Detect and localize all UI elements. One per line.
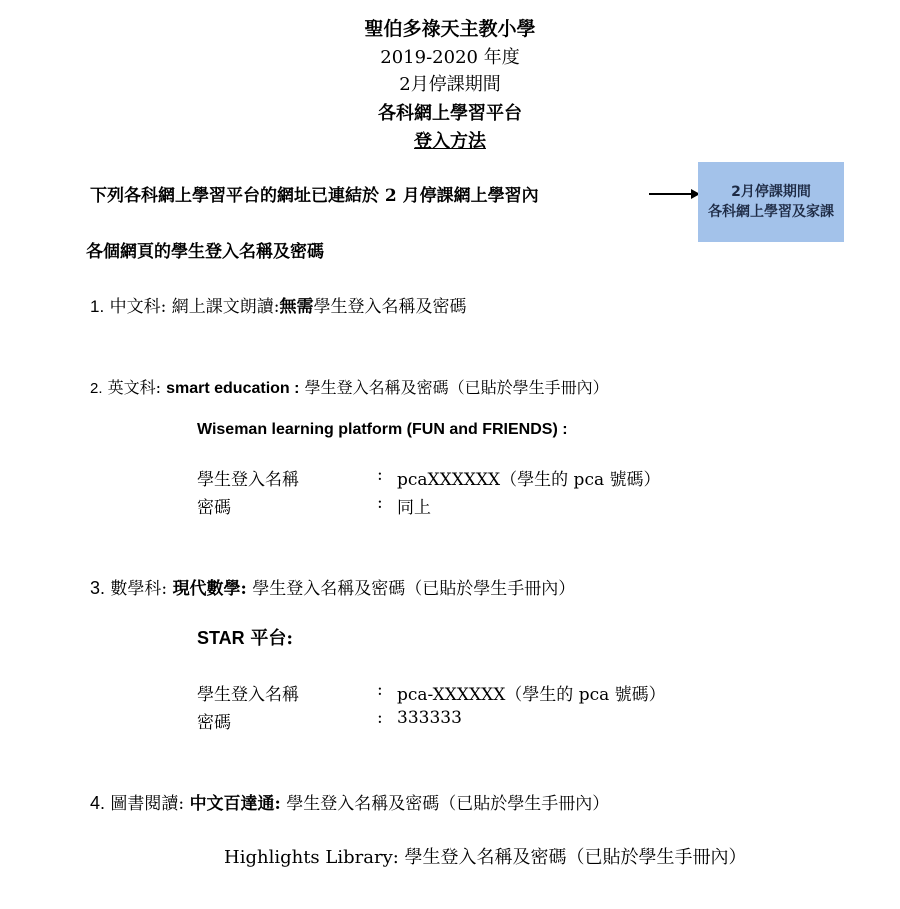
box-line-1: 2月停課期間 xyxy=(731,184,811,200)
star-label: STAR xyxy=(197,628,245,648)
colon: : xyxy=(377,465,383,485)
item-subject: 圖書閱讀: xyxy=(110,794,185,814)
colon: : xyxy=(377,493,383,513)
login-method-title: 登入方法 xyxy=(414,131,486,152)
section-heading: 各個網頁的學生登入名稱及密碼 xyxy=(86,242,324,262)
homework-link-box xyxy=(698,162,844,242)
english-platform-2: Wiseman learning platform (FUN and FRIENDS) : xyxy=(197,421,568,438)
highlights-label: Highlights Library: xyxy=(224,847,399,868)
intro-text: 下列各科網上學習平台的網址已連結於 2 月停課網上學習內 xyxy=(90,186,539,206)
item-subject: 中文科: xyxy=(109,297,167,317)
password-label: 密碼 xyxy=(197,498,231,518)
item-note: 學生登入名稱及密碼（已貼於學生手冊內） xyxy=(304,378,609,397)
item-number: 3. xyxy=(90,578,106,598)
item-number: 4. xyxy=(90,793,106,813)
item-platform: 中文百達通: xyxy=(189,794,281,814)
math-platform-2 xyxy=(197,624,293,650)
login-label: 學生登入名稱 xyxy=(197,685,299,705)
item-note: 學生登入名稱及密碼（已貼於學生手冊內） xyxy=(286,794,610,814)
password-value: 333333 xyxy=(397,708,462,728)
colon: : xyxy=(377,708,383,728)
login-value: pca-XXXXXX（學生的 pca 號碼） xyxy=(397,685,666,705)
item-english xyxy=(90,375,609,398)
item-subject: 數學科: xyxy=(110,579,168,599)
star-suffix: 平台: xyxy=(250,628,294,649)
school-name: 聖伯多祿天主教小學 xyxy=(364,18,536,40)
library-platform-2 xyxy=(224,843,747,869)
item-library xyxy=(90,789,609,814)
item-platform: 網上課文朗讀: xyxy=(171,297,280,317)
item-note: 學生登入名稱及密碼 xyxy=(313,297,467,317)
box-line-2: 各科網上學習及家課 xyxy=(708,204,834,220)
item-platform: 現代數學: xyxy=(172,579,247,599)
period-title: 2月停課期間 xyxy=(399,74,501,95)
login-value: pcaXXXXXX（學生的 pca 號碼） xyxy=(397,470,661,490)
password-label: 密碼 xyxy=(197,713,231,733)
item-chinese xyxy=(90,292,466,317)
right-arrow-icon xyxy=(649,193,693,195)
login-label: 學生登入名稱 xyxy=(197,470,299,490)
item-number: 1. xyxy=(90,297,105,316)
item-note: 學生登入名稱及密碼（已貼於學生手冊內） xyxy=(252,579,576,599)
item-subject: 英文科: xyxy=(107,378,162,397)
password-value: 同上 xyxy=(397,498,431,518)
item-math xyxy=(90,574,575,599)
item-note-emphasis: 無需 xyxy=(279,297,314,317)
school-year: 2019-2020 年度 xyxy=(380,47,520,68)
highlights-note: 學生登入名稱及密碼（已貼於學生手冊內） xyxy=(404,847,747,868)
item-number: 2. xyxy=(90,380,103,397)
item-platform: smart education : xyxy=(166,380,300,397)
platforms-title: 各科網上學習平台 xyxy=(378,103,522,124)
colon: : xyxy=(377,680,383,700)
